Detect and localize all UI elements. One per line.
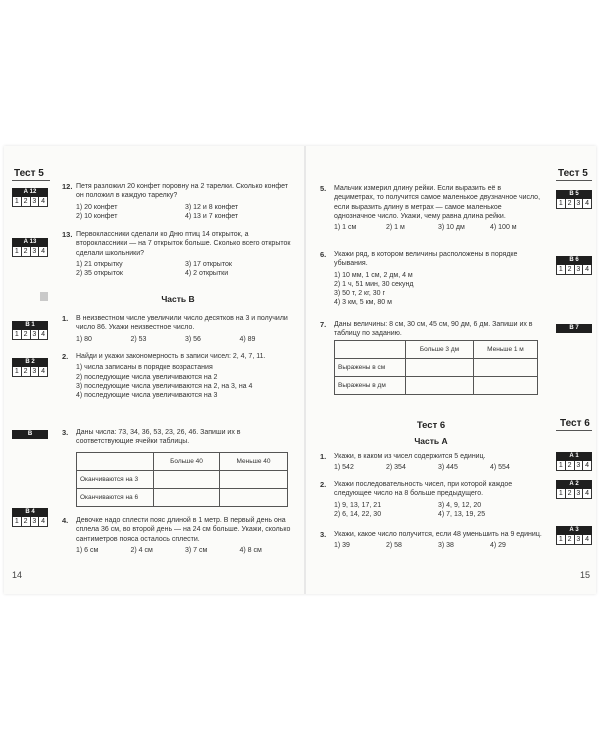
- answer-box-b4: [12, 508, 48, 527]
- answer-options: [320, 501, 542, 520]
- table-header: Больше 40: [154, 453, 220, 471]
- question-b1: [62, 314, 294, 344]
- margin-tab: [40, 292, 48, 301]
- table-cell[interactable]: [154, 489, 220, 507]
- answer-option[interactable]: 3) 4, 9, 12, 20: [438, 501, 482, 509]
- page-number: 14: [12, 570, 23, 580]
- answer-cell[interactable]: 4: [38, 247, 48, 257]
- question-b7: [320, 320, 542, 339]
- answer-cell[interactable]: 1: [556, 265, 566, 275]
- answer-option[interactable]: 4) 8 см: [239, 546, 262, 554]
- divider: [556, 430, 592, 431]
- answer-cell[interactable]: 3: [30, 367, 40, 377]
- answer-box-label: В: [12, 430, 48, 439]
- answer-box-label: В 1: [12, 321, 48, 330]
- question-number: 1.: [320, 452, 327, 461]
- question-text: В неизвестном числе увеличили число десятков на 3 и получили число 86. Укажи неизвестное число.: [76, 315, 288, 332]
- answer-box-b2: [12, 358, 48, 377]
- answer-cell[interactable]: 3: [30, 330, 40, 340]
- question-text: Мальчик измерил длину рейки. Если выразить её в дециметрах, то получится самое маленькое двузначное число, если выразить длину в метрах — самое маленькое однозначное число. Укажи, чему равна длина рейки.: [334, 185, 541, 220]
- answer-box-label: В 4: [12, 508, 48, 517]
- table-row-label: Выражены в см: [335, 359, 406, 377]
- answer-option[interactable]: 2) 1 м: [386, 224, 405, 232]
- question-b5: [320, 184, 542, 232]
- answer-option[interactable]: 2) 35 открыток: [76, 270, 123, 278]
- table-cell[interactable]: [406, 377, 474, 395]
- answer-options: [320, 541, 542, 550]
- question-number: 3.: [320, 530, 327, 539]
- question-number: 4.: [62, 516, 69, 525]
- question-text: Укажи, в каком из чисел содержится 5 единиц.: [334, 453, 486, 460]
- answer-cell[interactable]: 3: [30, 247, 40, 257]
- answer-option[interactable]: 2) 4 см: [130, 546, 153, 554]
- answer-option[interactable]: 4) последующие числа увеличиваются на 3: [76, 392, 218, 400]
- answer-cell[interactable]: 1: [556, 489, 566, 499]
- answer-cell[interactable]: 4: [38, 330, 48, 340]
- answer-cell[interactable]: 1: [12, 517, 22, 527]
- question-number: 7.: [320, 320, 327, 329]
- question-text: Укажи, какое число получится, если 48 уменьшить на 9 единиц.: [334, 531, 542, 538]
- question-a2: [320, 480, 542, 519]
- answer-option[interactable]: 2) 1 ч, 51 мин, 30 секунд: [334, 280, 414, 288]
- answer-cell[interactable]: 2: [565, 461, 575, 471]
- answer-cell[interactable]: 2: [21, 517, 31, 527]
- part-a-title: Часть А: [414, 436, 448, 446]
- divider: [556, 180, 592, 181]
- answer-option[interactable]: 4) 89: [239, 335, 256, 343]
- answer-option[interactable]: 1) 21 открытку: [76, 260, 123, 268]
- question-a13: [62, 230, 294, 278]
- table-cell[interactable]: [220, 471, 288, 489]
- answer-cell[interactable]: 2: [565, 489, 575, 499]
- answer-cell[interactable]: 2: [565, 265, 575, 275]
- page-left: [4, 146, 304, 594]
- answer-box-a1: [556, 452, 592, 471]
- answer-option[interactable]: 3) последующие числа увеличиваются на 2, на 3, на 4: [76, 382, 253, 390]
- question-number: 3.: [62, 428, 69, 437]
- answer-option[interactable]: 1) 20 конфет: [76, 203, 118, 211]
- answer-option[interactable]: 1) 542: [334, 464, 354, 472]
- table-row-label: Выражены в дм: [335, 377, 406, 395]
- answer-options: [62, 363, 294, 400]
- answer-option[interactable]: 3) 7 см: [185, 546, 208, 554]
- part-b-title: Часть В: [161, 294, 195, 304]
- answer-cell[interactable]: 1: [556, 461, 566, 471]
- question-b2: [62, 352, 294, 400]
- question-b6: [320, 250, 542, 308]
- question-number: 6.: [320, 250, 327, 259]
- answer-box-label: А 13: [12, 238, 48, 247]
- answer-option[interactable]: 3) 10 дм: [438, 224, 465, 232]
- answer-options: [62, 335, 294, 344]
- answer-cell[interactable]: 1: [556, 535, 566, 545]
- answer-box-a3: [556, 526, 592, 545]
- answer-cell[interactable]: 3: [30, 517, 40, 527]
- answer-cell[interactable]: 3: [30, 197, 40, 207]
- answer-box-label: В 7: [556, 324, 592, 333]
- answer-cell[interactable]: 4: [38, 517, 48, 527]
- question-number: 5.: [320, 184, 327, 193]
- table-cell[interactable]: [154, 471, 220, 489]
- answer-box-label: А 1: [556, 452, 592, 461]
- answer-option[interactable]: 3) 445: [438, 464, 458, 472]
- answer-cell[interactable]: 4: [582, 535, 592, 545]
- answer-option[interactable]: 4) 100 м: [490, 224, 517, 232]
- answer-box-b3: [12, 430, 48, 439]
- answer-cell[interactable]: 2: [21, 367, 31, 377]
- answer-cell[interactable]: 4: [582, 265, 592, 275]
- answer-option[interactable]: 1) 9, 13, 17, 21: [334, 501, 382, 509]
- answer-box-label: В 5: [556, 190, 592, 199]
- question-number: 2.: [320, 480, 327, 489]
- answer-option[interactable]: 3) 56: [185, 335, 201, 343]
- answer-option[interactable]: 4) 7, 13, 19, 25: [438, 510, 486, 518]
- answer-cell[interactable]: 2: [565, 199, 575, 209]
- question-text: Даны числа: 73, 34, 36, 53, 23, 26, 46. Запиши их в соответствующие ячейки таблицы.: [76, 429, 241, 446]
- answer-cell[interactable]: 1: [12, 330, 22, 340]
- answer-box-b7: [556, 324, 592, 333]
- question-text: Укажи ряд, в котором величины расположены в порядке убывания.: [334, 251, 518, 268]
- answer-option[interactable]: 2) 53: [130, 335, 147, 343]
- question-text: Найди и укажи закономерность в записи чисел: 2, 4, 7, 11.: [76, 353, 266, 360]
- answer-cell[interactable]: 2: [21, 247, 31, 257]
- answer-box-label: А 2: [556, 480, 592, 489]
- answer-option[interactable]: 1) 80: [76, 335, 92, 343]
- answer-option[interactable]: 3) 38: [438, 542, 454, 550]
- question-a1: [320, 452, 542, 473]
- test-title: Тест 5: [558, 168, 588, 179]
- answer-option[interactable]: 2) 6, 14, 22, 30: [334, 510, 382, 518]
- test-title: Тест 5: [14, 168, 44, 179]
- answer-options: [62, 546, 294, 555]
- answer-cell[interactable]: 1: [556, 199, 566, 209]
- answer-option[interactable]: 3) 17 открыток: [185, 260, 232, 268]
- answer-cell[interactable]: 2: [21, 330, 31, 340]
- test-title: Тест 6: [560, 418, 590, 429]
- table-corner: [77, 453, 154, 471]
- divider: [12, 180, 50, 181]
- answer-cell[interactable]: 1: [12, 367, 22, 377]
- answer-box-a2: [556, 480, 592, 499]
- answer-option[interactable]: 2) 10 конфет: [76, 212, 118, 220]
- table-cell[interactable]: [406, 359, 474, 377]
- question-text: Даны величины: 8 см, 30 см, 45 см, 90 дм, 6 дм. Запиши их в таблицу по заданию.: [334, 321, 533, 338]
- answer-box-label: А 12: [12, 188, 48, 197]
- question-number: 2.: [62, 352, 69, 361]
- answer-option[interactable]: 1) числа записаны в порядке возрастания: [76, 364, 213, 372]
- answer-box-label: В 6: [556, 256, 592, 265]
- answer-cell[interactable]: 3: [574, 265, 584, 275]
- answer-box-label: В 2: [12, 358, 48, 367]
- answer-option[interactable]: 1) 10 мм, 1 см, 2 дм, 4 м: [334, 271, 413, 279]
- page-number: 15: [580, 570, 591, 580]
- answer-box-b6: [556, 256, 592, 275]
- answer-option[interactable]: 4) 554: [490, 464, 510, 472]
- answer-option[interactable]: 1) 6 см: [76, 546, 99, 554]
- table-row-label: Оканчиваются на 3: [77, 471, 154, 489]
- table-cell[interactable]: [473, 359, 537, 377]
- answer-cell[interactable]: 3: [574, 461, 584, 471]
- answer-cell[interactable]: 3: [574, 199, 584, 209]
- question-number: 12.: [62, 182, 73, 191]
- answer-options: [320, 223, 542, 232]
- answer-cell[interactable]: 3: [574, 535, 584, 545]
- answer-options: [320, 463, 542, 472]
- answer-cell[interactable]: 4: [582, 489, 592, 499]
- question-text: Первоклассники сделали ко Дню птиц 14 открыток, а второклассники — на 7 открыток больше. Сколько всего открыток сделали школьники?: [76, 231, 291, 257]
- answer-cell[interactable]: 3: [574, 489, 584, 499]
- answer-box-a12: [12, 188, 48, 207]
- answer-cell[interactable]: 1: [12, 197, 22, 207]
- answer-cell[interactable]: 4: [582, 461, 592, 471]
- question-number: 1.: [62, 314, 69, 323]
- answer-options: [320, 271, 542, 308]
- table-header: Меньше 1 м: [473, 341, 537, 359]
- question-number: 13.: [62, 230, 73, 239]
- answer-cell[interactable]: 4: [38, 197, 48, 207]
- answer-cell[interactable]: 2: [21, 197, 31, 207]
- answer-box-b1: [12, 321, 48, 340]
- answer-table-b3: [76, 452, 288, 507]
- open-workbook: [4, 146, 596, 594]
- table-cell[interactable]: [220, 489, 288, 507]
- answer-cell[interactable]: 4: [582, 199, 592, 209]
- answer-option[interactable]: 1) 1 см: [334, 224, 357, 232]
- answer-option[interactable]: 3) 50 т, 2 кг, 30 г: [334, 290, 385, 298]
- answer-box-a13: [12, 238, 48, 257]
- answer-option[interactable]: 2) 58: [386, 542, 402, 550]
- question-a3: [320, 530, 542, 551]
- page-right: [306, 146, 596, 594]
- table-header: Больше 3 дм: [406, 341, 474, 359]
- question-text: Девочке надо сплести пояс длиной в 1 метр. В первый день она сплела 36 см, во второй день — на 24 см больше. Укажи, сколько сантиметров пояса осталось сплести.: [76, 517, 291, 543]
- answer-table-b7: [334, 340, 538, 395]
- answer-box-label: А 3: [556, 526, 592, 535]
- answer-option[interactable]: 1) 39: [334, 542, 350, 550]
- answer-options: [62, 260, 294, 279]
- answer-option[interactable]: 4) 3 км, 5 км, 80 м: [334, 299, 392, 307]
- answer-option[interactable]: 3) 12 и 8 конфет: [185, 203, 239, 211]
- answer-option[interactable]: 4) 13 и 7 конфет: [185, 212, 239, 220]
- answer-cell[interactable]: 1: [12, 247, 22, 257]
- answer-option[interactable]: 2) 354: [386, 464, 406, 472]
- table-cell[interactable]: [473, 377, 537, 395]
- answer-options: [62, 203, 294, 222]
- answer-option[interactable]: 2) последующие числа увеличиваются на 2: [76, 373, 218, 381]
- test-6-title: Тест 6: [416, 420, 446, 431]
- question-a12: [62, 182, 294, 221]
- question-text: Петя разложил 20 конфет поровну на 2 тарелки. Сколько конфет он положил в каждую тарелку?: [76, 183, 289, 200]
- question-b3: [62, 428, 294, 447]
- answer-option[interactable]: 4) 29: [490, 542, 506, 550]
- question-text: Укажи последовательность чисел, при которой каждое следующее число на 8 больше предыдущего.: [334, 481, 513, 498]
- answer-cell[interactable]: 2: [565, 535, 575, 545]
- table-row-label: Оканчиваются на 6: [77, 489, 154, 507]
- table-header: Меньше 40: [220, 453, 288, 471]
- answer-cell[interactable]: 4: [38, 367, 48, 377]
- answer-box-b5: [556, 190, 592, 209]
- answer-option[interactable]: 4) 2 открытки: [185, 270, 229, 278]
- question-b4: [62, 516, 294, 555]
- table-corner: [335, 341, 406, 359]
